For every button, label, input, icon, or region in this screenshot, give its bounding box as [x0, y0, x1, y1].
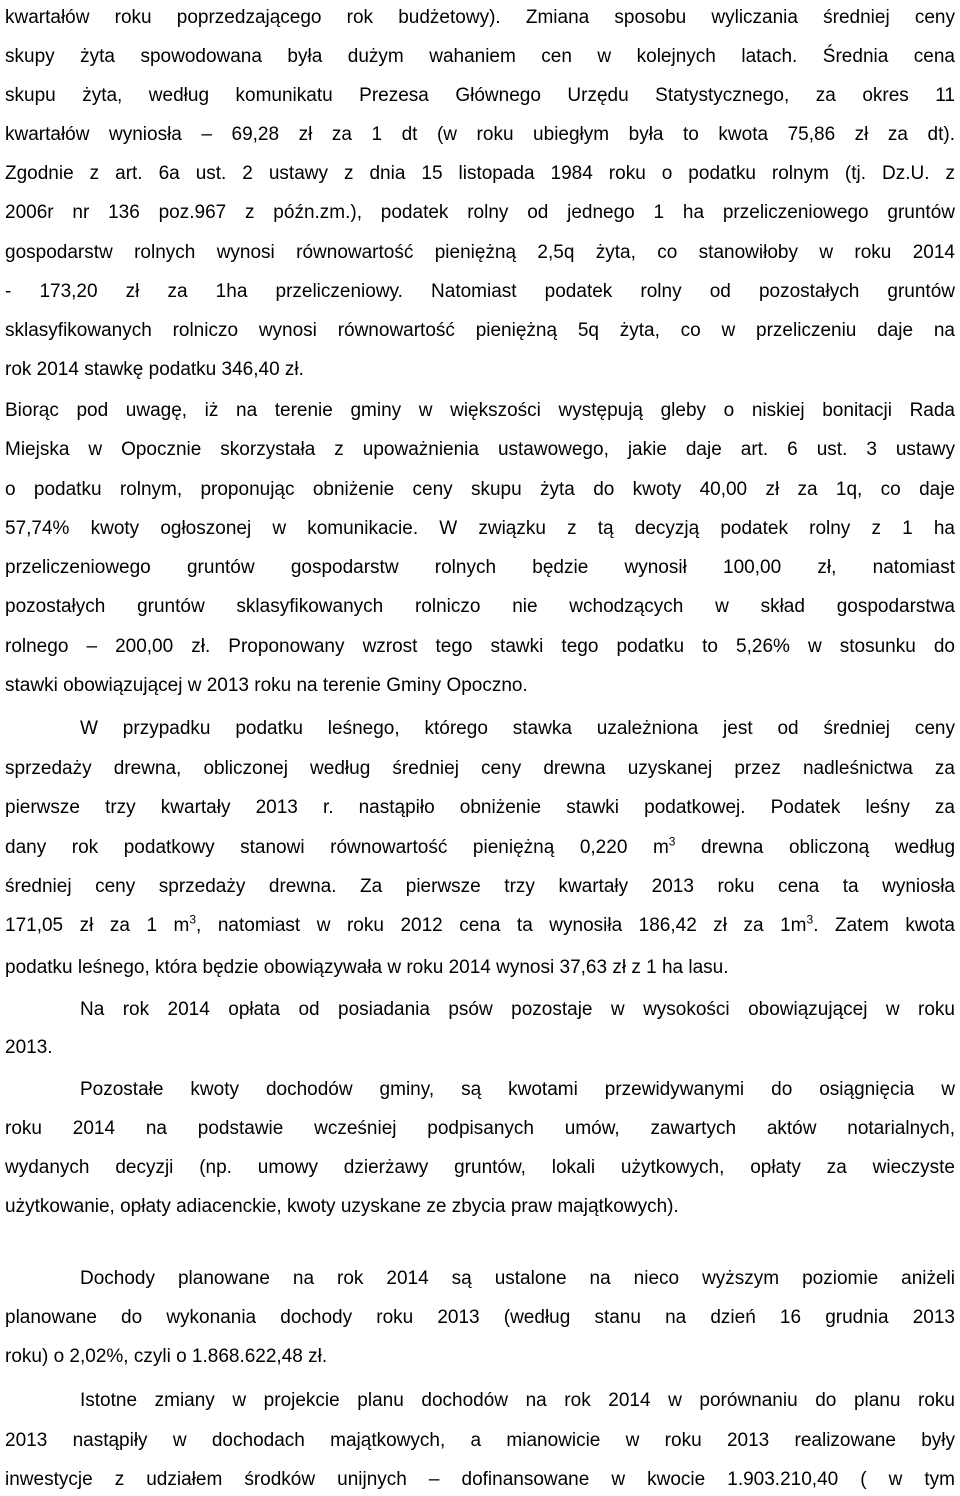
text-line-31: użytkowanie, opłaty adiacenckie, kwoty uzyskane ze zbycia praw majątkowych).: [5, 1196, 679, 1217]
text-line-34: roku) o 2,02%, czyli o 1.868.622,48 zł.: [5, 1346, 328, 1367]
text-line-32: Dochody planowane na rok 2014 są ustalone na nieco wyższym poziomie aniżeli: [80, 1268, 955, 1289]
text-line-37: inwestycje z udziałem środków unijnych – dofinansowane w kwocie 1.903.210,40 ( w tym: [5, 1469, 955, 1490]
text-line-25: podatku leśnego, która będzie obowiązywała w roku 2014 wynosi 37,63 zł z 1 ha lasu.: [5, 957, 729, 978]
text-line-11: Biorąc pod uwagę, iż na terenie gminy w większości występują gleby o niskiej bonitacji Rada: [5, 400, 955, 421]
text-line-7: gospodarstw rolnych wynosi równowartość pieniężną 2,5q żyta, co stanowiłoby w roku 2014: [5, 242, 955, 263]
text-line-23: średniej ceny sprzedaży drewna. Za pierwsze trzy kwartały 2013 roku cena ta wyniosła: [5, 876, 955, 897]
text-line-33: planowane do wykonania dochody roku 2013 (według stanu na dzień 16 grudnia 2013: [5, 1307, 955, 1328]
text-line-8: - 173,20 zł za 1ha przeliczeniowy. Natomiast podatek rolny od pozostałych gruntów: [5, 281, 955, 302]
superscript: 3: [806, 912, 814, 927]
text-line-15: przeliczeniowego gruntów gospodarstw rolnych będzie wynosił 100,00 zł, natomiast: [5, 557, 955, 578]
text-line-12: Miejska w Opocznie skorzystała z upoważnienia ustawowego, jakie daje art. 6 ust. 3 ustawy: [5, 439, 955, 460]
text-span: 171,05 zł za 1 m: [5, 915, 190, 936]
text-line-18: stawki obowiązującej w 2013 roku na terenie Gminy Opoczno.: [5, 675, 528, 696]
text-line-19: W przypadku podatku leśnego, którego stawka uzależniona jest od średniej ceny: [80, 718, 955, 739]
text-line-14: 57,74% kwoty ogłoszonej w komunikacie. W związku z tą decyzją podatek rolny z 1 ha: [5, 518, 955, 539]
text-line-21: pierwsze trzy kwartały 2013 r. nastąpiło obniżenie stawki podatkowej. Podatek leśny za: [5, 797, 955, 818]
text-line-30: wydanych decyzji (np. umowy dzierżawy gruntów, lokali użytkowych, opłaty za wieczyste: [5, 1157, 955, 1178]
text-line-22: [5, 835, 955, 861]
text-span: dany rok podatkowy stanowi równowartość pieniężną 0,220 m: [5, 837, 669, 858]
text-line-10: rok 2014 stawkę podatku 346,40 zł.: [5, 359, 304, 380]
text-line-16: pozostałych gruntów sklasyfikowanych rolniczo nie wchodzących w skład gospodarstwa: [5, 596, 955, 617]
text-line-5: Zgodnie z art. 6a ust. 2 ustawy z dnia 15 listopada 1984 roku o podatku rolnym (tj. Dz.U. z: [5, 163, 955, 184]
text-line-6: 2006r nr 136 poz.967 z późn.zm.), podatek rolny od jednego 1 ha przeliczeniowego gruntów: [5, 202, 955, 223]
text-line-2: skupy żyta spowodowana była dużym wahaniem cen w kolejnych latach. Średnia cena: [5, 46, 955, 67]
text-line-4: kwartałów wyniosła – 69,28 zł za 1 dt (w roku ubiegłym była to kwota 75,86 zł za dt).: [5, 124, 955, 145]
text-line-29: roku 2014 na podstawie wcześniej podpisanych umów, zawartych aktów notarialnych,: [5, 1118, 955, 1139]
superscript: 3: [668, 834, 676, 849]
text-line-36: 2013 nastąpiły w dochodach majątkowych, a mianowicie w roku 2013 realizowane były: [5, 1430, 955, 1451]
text-span: . Zatem kwota: [813, 915, 955, 936]
text-line-35: Istotne zmiany w projekcie planu dochodów na rok 2014 w porównaniu do planu roku: [80, 1390, 955, 1411]
text-line-3: skupu żyta, według komunikatu Prezesa Głównego Urzędu Statystycznego, za okres 11: [5, 85, 955, 106]
superscript: 3: [189, 912, 197, 927]
text-line-9: sklasyfikowanych rolniczo wynosi równowartość pieniężną 5q żyta, co w przeliczeniu daje na: [5, 320, 955, 341]
text-line-20: sprzedaży drewna, obliczonej według średniej ceny drewna uzyskanej przez nadleśnictwa za: [5, 758, 955, 779]
text-line-27: 2013.: [5, 1037, 53, 1058]
text-span: , natomiast w roku 2012 cena ta wynosiła 186,42 zł za 1m: [196, 915, 807, 936]
text-line-26: Na rok 2014 opłata od posiadania psów pozostaje w wysokości obowiązującej w roku: [80, 999, 955, 1020]
text-line-28: Pozostałe kwoty dochodów gminy, są kwotami przewidywanymi do osiągnięcia w: [80, 1079, 955, 1100]
text-line-13: o podatku rolnym, proponując obniżenie ceny skupu żyta do kwoty 40,00 zł za 1q, co daje: [5, 479, 955, 500]
text-line-17: rolnego – 200,00 zł. Proponowany wzrost tego stawki tego podatku to 5,26% w stosunku do: [5, 636, 955, 657]
text-span: drewna obliczoną według: [675, 837, 956, 858]
text-line-24: [5, 913, 955, 939]
text-line-1: kwartałów roku poprzedzającego rok budżetowy). Zmiana sposobu wyliczania średniej ceny: [5, 7, 955, 28]
